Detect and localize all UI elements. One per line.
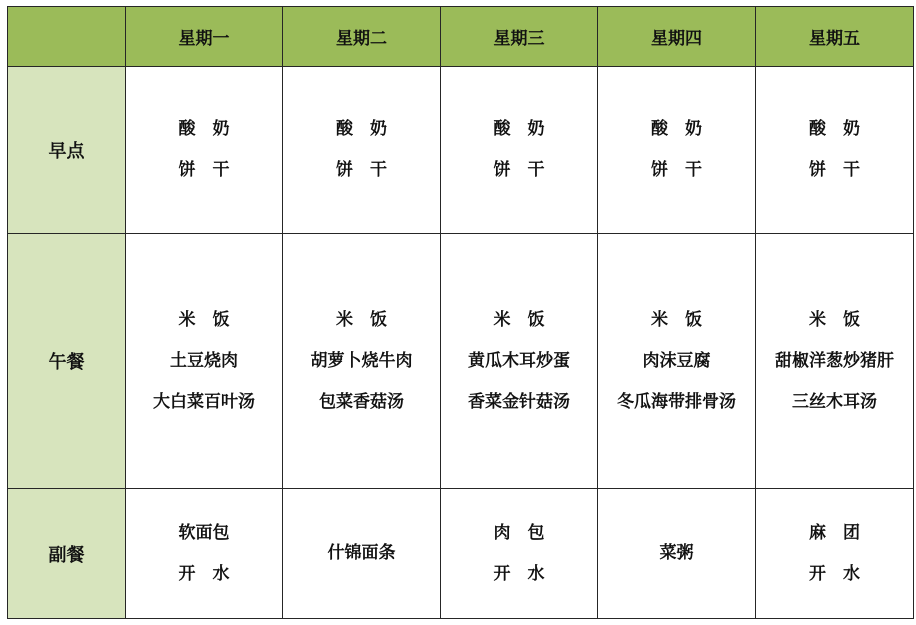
breakfast-cell-mon xyxy=(126,67,283,234)
breakfast-cell-tue xyxy=(283,67,441,234)
menu-item: 软面包 xyxy=(178,522,230,543)
menu-item: 饼 干 xyxy=(809,160,860,180)
snack-cell-wed xyxy=(441,489,598,619)
menu-item: 酸 奶 xyxy=(336,119,387,139)
weekly-menu-table xyxy=(7,6,914,619)
meal-label-breakfast: 早点 xyxy=(8,67,126,234)
breakfast-row xyxy=(8,67,914,234)
lunch-row xyxy=(8,234,914,489)
snack-cell-tue xyxy=(283,489,441,619)
lunch-cell-tue xyxy=(283,234,441,489)
menu-item: 甜椒洋葱炒猪肝 xyxy=(775,350,894,371)
menu-item: 酸 奶 xyxy=(651,119,702,139)
snack-row xyxy=(8,489,914,619)
menu-item: 米 饭 xyxy=(809,309,860,330)
menu-item: 土豆烧肉 xyxy=(170,350,238,371)
menu-item: 香菜金针菇汤 xyxy=(468,391,570,412)
day-header-fri: 星期五 xyxy=(756,7,914,67)
lunch-cell-fri xyxy=(756,234,914,489)
menu-item: 肉 包 xyxy=(493,522,545,543)
menu-item: 大白菜百叶汤 xyxy=(153,391,255,412)
day-header-wed: 星期三 xyxy=(441,7,598,67)
snack-cell-thu xyxy=(598,489,756,619)
menu-item: 麻 团 xyxy=(809,522,860,543)
menu-item: 饼 干 xyxy=(651,160,702,180)
menu-item: 米 饭 xyxy=(651,309,702,330)
lunch-cell-wed xyxy=(441,234,598,489)
menu-item: 米 饭 xyxy=(493,309,545,330)
menu-item: 肉沫豆腐 xyxy=(642,350,711,371)
day-header-thu: 星期四 xyxy=(598,7,756,67)
corner-cell xyxy=(8,7,126,67)
menu-item: 米 饭 xyxy=(178,309,230,330)
menu-item: 开 水 xyxy=(178,563,230,584)
menu-item: 三丝木耳汤 xyxy=(792,391,877,412)
header-row xyxy=(8,7,914,67)
menu-item: 黄瓜木耳炒蛋 xyxy=(468,350,570,371)
breakfast-cell-thu xyxy=(598,67,756,234)
menu-item: 饼 干 xyxy=(336,160,387,180)
menu-item: 什锦面条 xyxy=(327,543,396,563)
lunch-cell-thu xyxy=(598,234,756,489)
breakfast-cell-fri xyxy=(756,67,914,234)
menu-item: 包菜香菇汤 xyxy=(319,391,404,412)
menu-item: 酸 奶 xyxy=(493,119,545,139)
menu-item: 饼 干 xyxy=(493,160,545,180)
snack-cell-mon xyxy=(126,489,283,619)
menu-item: 酸 奶 xyxy=(809,119,860,139)
menu-item: 酸 奶 xyxy=(178,119,230,139)
breakfast-cell-wed xyxy=(441,67,598,234)
snack-cell-fri xyxy=(756,489,914,619)
menu-item: 开 水 xyxy=(493,563,545,584)
day-header-tue: 星期二 xyxy=(283,7,441,67)
menu-item: 开 水 xyxy=(809,563,860,584)
menu-item: 冬瓜海带排骨汤 xyxy=(617,391,736,412)
menu-item: 米 饭 xyxy=(336,309,387,330)
day-header-mon: 星期一 xyxy=(126,7,283,67)
meal-label-lunch: 午餐 xyxy=(8,234,126,489)
lunch-cell-mon xyxy=(126,234,283,489)
menu-item: 饼 干 xyxy=(178,160,230,180)
menu-item: 菜粥 xyxy=(659,543,694,563)
menu-item: 胡萝卜烧牛肉 xyxy=(310,350,413,371)
meal-label-snack: 副餐 xyxy=(8,489,126,619)
